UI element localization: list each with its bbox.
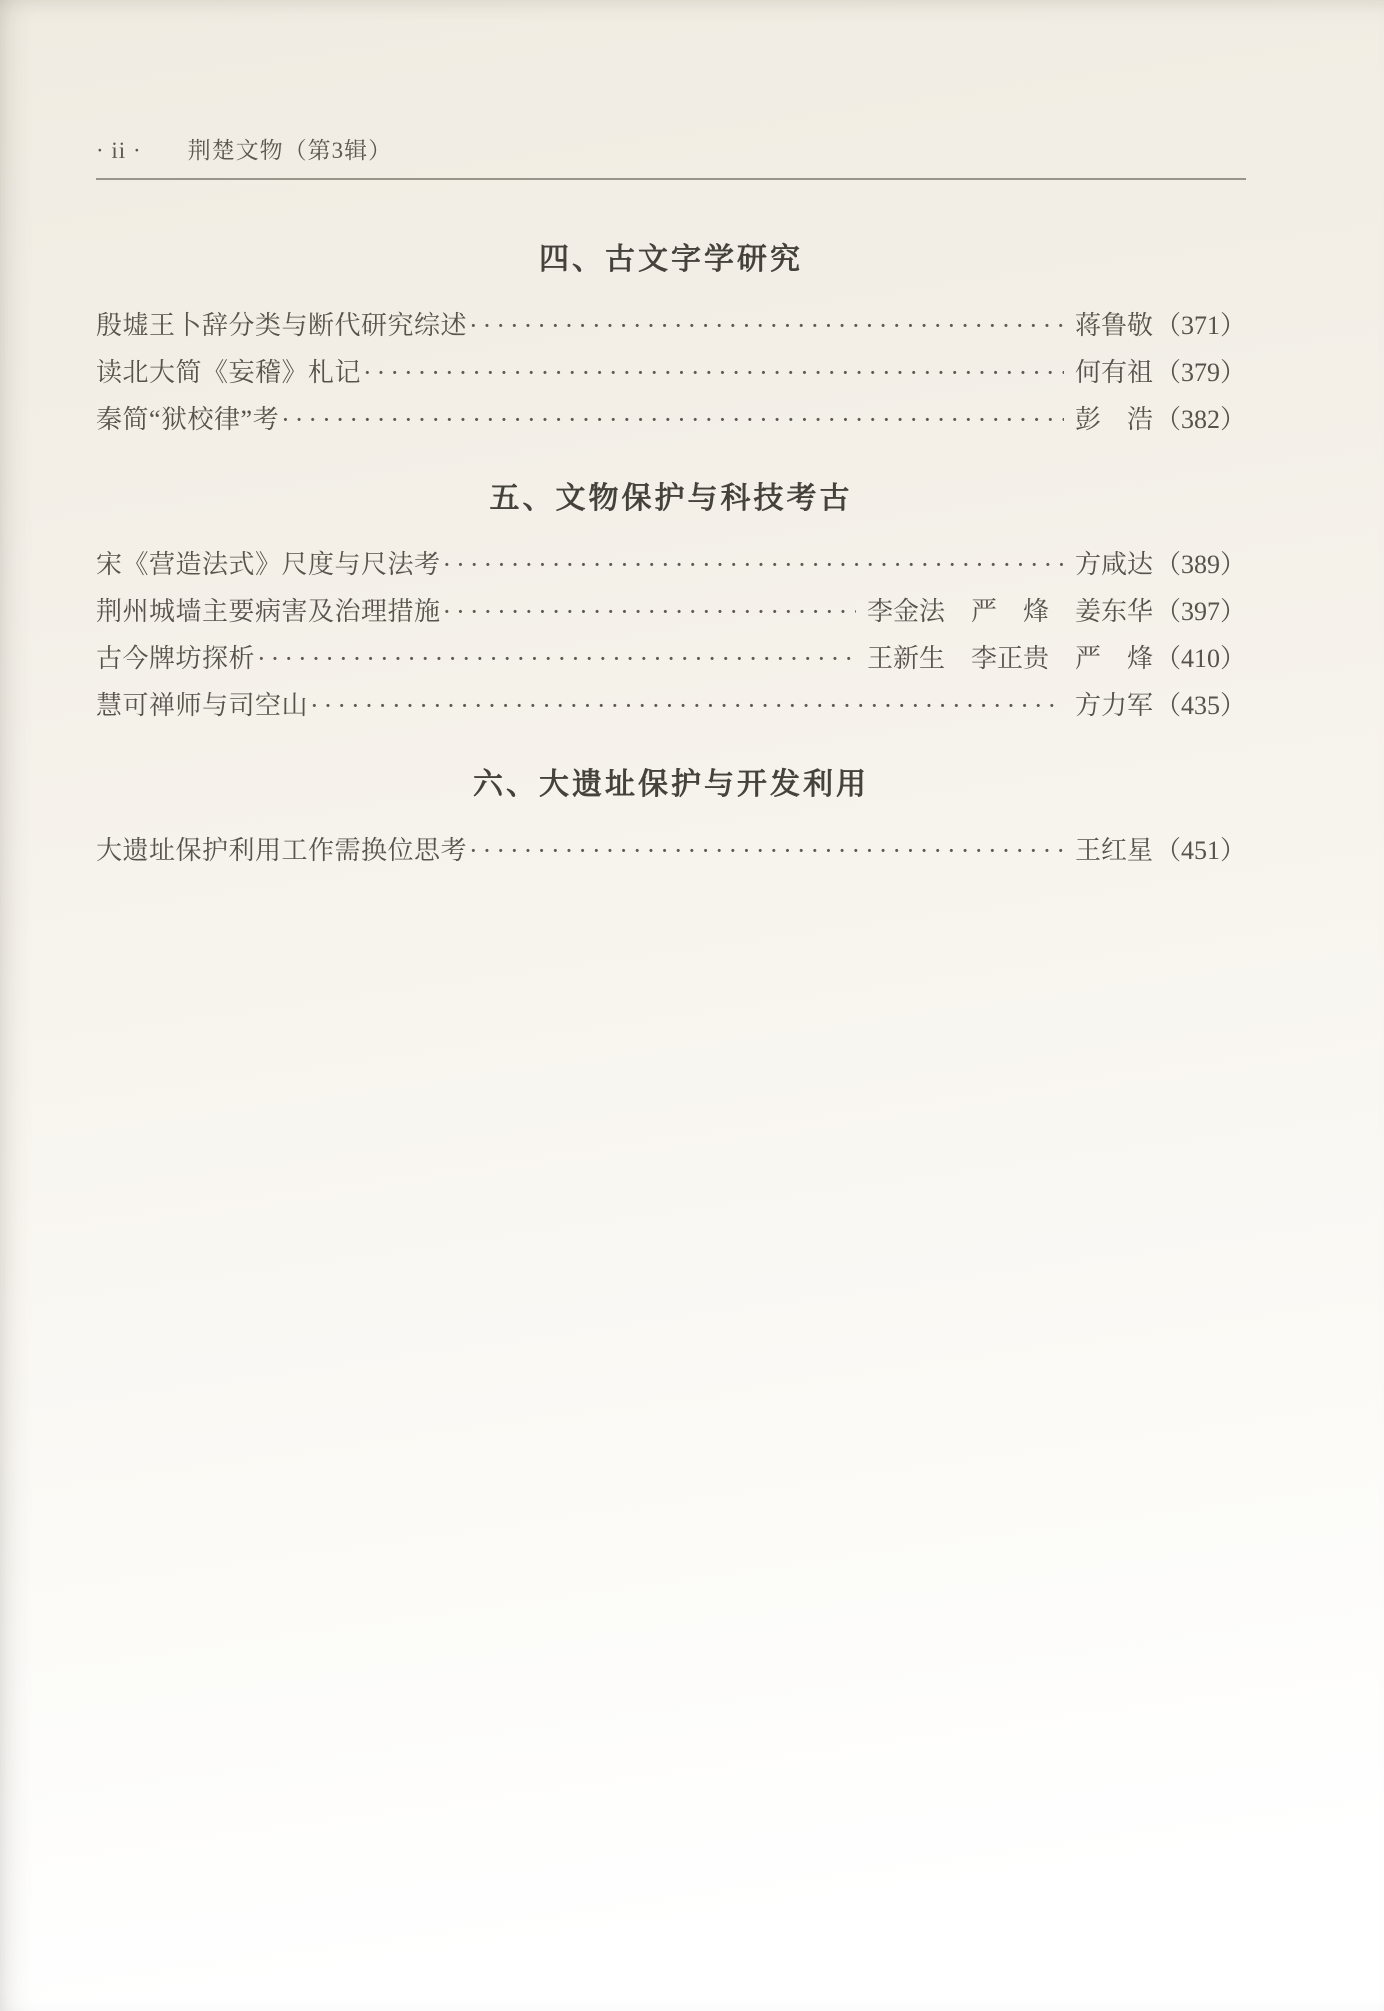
entry-page-number: （397）: [1154, 597, 1246, 626]
section-heading: 六、大遗址保护与开发利用: [473, 768, 869, 801]
entry-title: 大遗址保护利用工作需换位思考: [96, 836, 468, 865]
entry-authors: 王红星: [1074, 836, 1153, 865]
dot-leader: [469, 827, 1064, 874]
toc-entry: [96, 302, 1246, 349]
entry-page-number: （435）: [1154, 691, 1246, 720]
header-rule: [96, 178, 1246, 180]
entry-page-number: （371）: [1154, 311, 1246, 340]
dot-leader: [363, 349, 1064, 396]
dot-leader: [469, 302, 1064, 349]
entry-authors: 方咸达: [1074, 550, 1153, 579]
toc-entry: [96, 635, 1246, 682]
book-title: 荆楚文物（第3辑）: [187, 138, 393, 163]
entry-title: 读北大简《妄稽》札记: [96, 358, 362, 387]
toc-entry: [96, 682, 1246, 729]
toc-entry: [96, 827, 1246, 874]
entry-title: 古今牌坊探析: [96, 644, 256, 673]
dot-leader: [310, 682, 1064, 729]
dot-leader: [281, 396, 1064, 443]
table-of-contents: [96, 234, 1246, 874]
dot-leader: [443, 541, 1064, 588]
entry-authors: 何有祖: [1074, 358, 1153, 387]
entry-title: 秦简“狱校律”考: [96, 405, 280, 434]
folio-page-number: · ii ·: [96, 138, 142, 163]
entry-page-number: （389）: [1154, 550, 1246, 579]
toc-entry: [96, 349, 1246, 396]
entry-authors: 李金法 严 烽 姜东华: [866, 597, 1153, 626]
toc-entry: [96, 396, 1246, 443]
section-heading: 四、古文字学研究: [539, 243, 803, 276]
entry-page-number: （382）: [1154, 405, 1246, 434]
toc-entry: [96, 588, 1246, 635]
entry-title: 慧可禅师与司空山: [96, 691, 309, 720]
entry-page-number: （451）: [1154, 836, 1246, 865]
running-header: [96, 132, 1246, 165]
entry-title: 荆州城墙主要病害及治理措施: [96, 597, 441, 626]
section-heading: 五、文物保护与科技考古: [489, 482, 853, 515]
toc-entry: [96, 541, 1246, 588]
entry-title: 宋《营造法式》尺度与尺法考: [96, 550, 441, 579]
page-content: [0, 0, 1384, 874]
dot-leader: [443, 588, 856, 635]
entry-authors: 王新生 李正贵 严 烽: [866, 644, 1153, 673]
entry-authors: 蒋鲁敬: [1074, 311, 1153, 340]
entry-title: 殷墟王卜辞分类与断代研究综述: [96, 311, 468, 340]
entry-page-number: （379）: [1154, 358, 1246, 387]
entry-page-number: （410）: [1154, 644, 1246, 673]
dot-leader: [257, 635, 856, 682]
entry-authors: 方力军: [1074, 691, 1153, 720]
entry-authors: 彭 浩: [1074, 405, 1153, 434]
